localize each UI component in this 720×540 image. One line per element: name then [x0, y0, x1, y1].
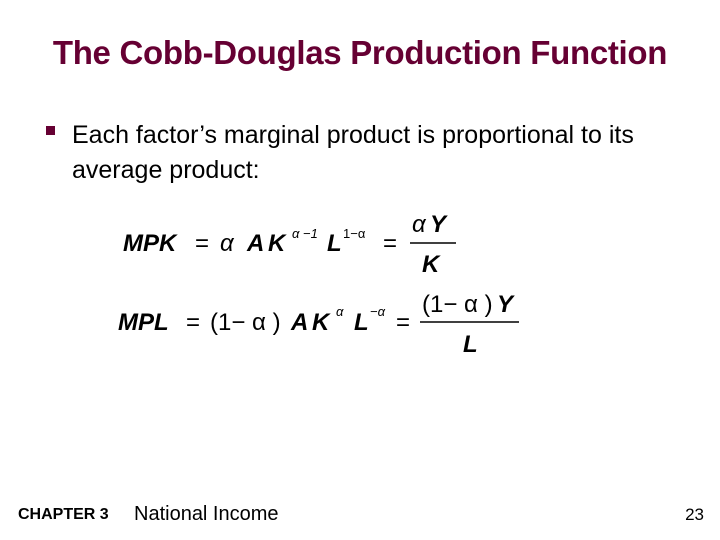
mpk-numerator-alpha: α: [412, 211, 426, 238]
footer-topic: National Income: [134, 503, 279, 525]
mpk-L: L: [327, 230, 342, 257]
mpk-denominator: K: [422, 251, 440, 278]
mpl-denominator: L: [463, 331, 478, 358]
mpl-coefficient: (1− α ): [210, 309, 281, 336]
mpl-equation: [118, 291, 519, 358]
mpk-numerator-Y: Y: [430, 211, 447, 238]
mpl-equals-2: =: [396, 309, 411, 336]
page-number: 23: [685, 505, 704, 524]
mpk-k-exponent: α −1: [292, 226, 318, 241]
footer-chapter: CHAPTER 3: [18, 506, 109, 523]
mpk-equals: =: [195, 230, 210, 257]
mpk-lhs: MPK: [123, 230, 177, 257]
slide-title: The Cobb-Douglas Production Function: [52, 34, 668, 71]
mpk-alpha: α: [220, 230, 234, 257]
mpl-lhs: MPL: [118, 309, 169, 336]
mpl-K: K: [312, 309, 330, 336]
mpl-equals: =: [186, 309, 201, 336]
mpl-L: L: [354, 309, 369, 336]
mpl-A: A: [291, 309, 309, 336]
bullet-text: Each factor’s marginal product is proportional to its average product:: [72, 121, 634, 184]
mpk-equation: [123, 211, 456, 278]
mpl-numerator-coefficient: (1− α ): [422, 291, 493, 318]
mpk-K: K: [268, 230, 286, 257]
mpk-A: A: [247, 230, 265, 257]
mpl-k-exponent: α: [336, 304, 344, 319]
mpk-l-exponent: 1−α: [343, 226, 366, 241]
mpl-l-exponent: −α: [370, 304, 386, 319]
mpl-numerator-Y: Y: [497, 291, 514, 318]
mpk-equals-2: =: [383, 230, 398, 257]
